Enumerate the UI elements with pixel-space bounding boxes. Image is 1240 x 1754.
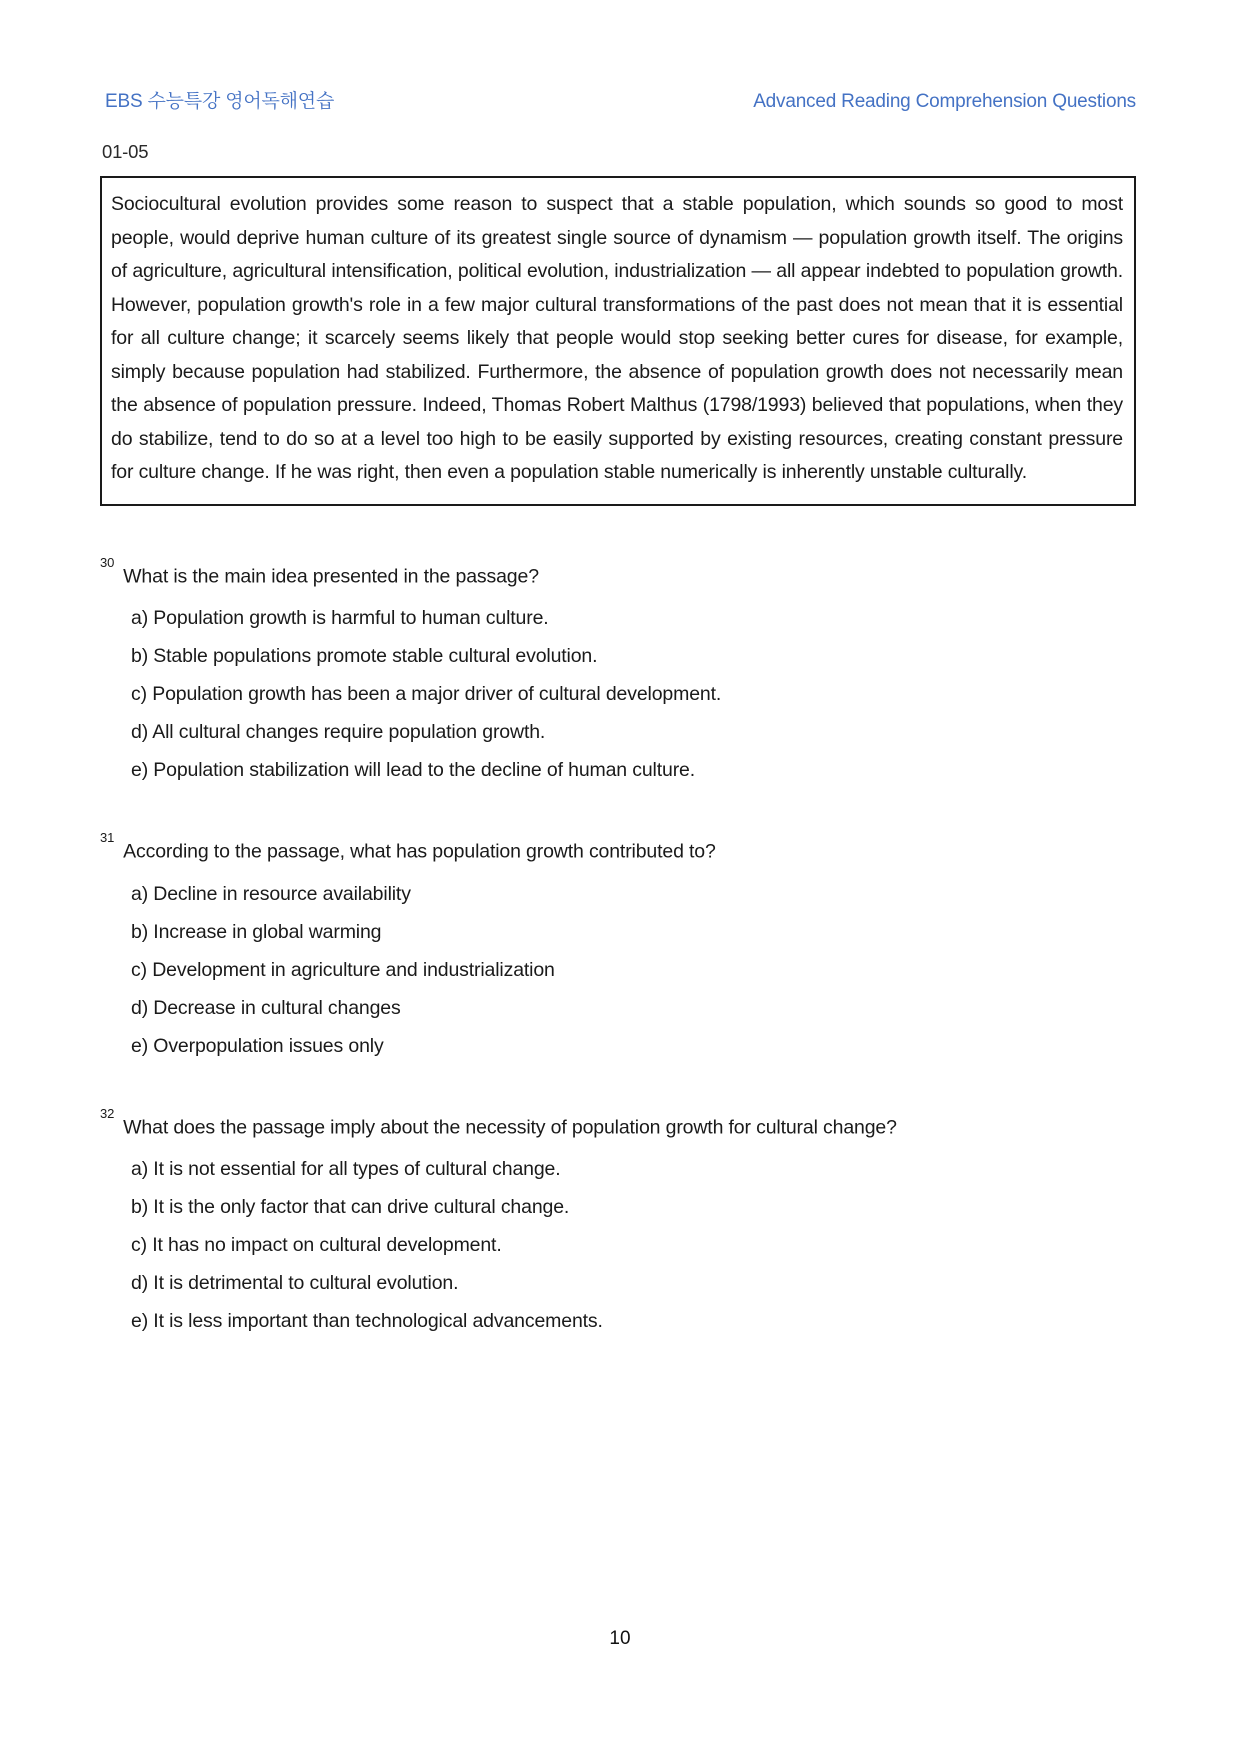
option-b: b) Increase in global warming <box>131 920 382 943</box>
question-number: 32 <box>100 1105 115 1121</box>
section-label: 01-05 <box>102 141 149 162</box>
passage-box <box>100 176 1136 506</box>
header-left-title: EBS 수능특강 영어독해연습 <box>105 91 335 112</box>
option-e: e) Population stabilization will lead to the decline of human culture. <box>131 759 696 781</box>
question-32 <box>100 1107 1136 1341</box>
option-a: a) Population growth is harmful to human culture. <box>131 607 549 629</box>
option-d: d) It is detrimental to cultural evolution. <box>131 1272 459 1294</box>
option-e: e) Overpopulation issues only <box>131 1034 384 1057</box>
question-number: 30 <box>100 554 115 570</box>
question-line <box>100 831 1136 867</box>
option-a: a) Decline in resource availability <box>131 882 411 905</box>
question-text: According to the passage, what has population growth contributed to? <box>123 840 716 863</box>
page-number: 10 <box>609 1628 631 1649</box>
question-text: What does the passage imply about the necessity of population growth for cultural change? <box>123 1116 897 1138</box>
page-header <box>100 86 1136 113</box>
question-30 <box>100 556 1136 790</box>
option-e: e) It is less important than technological advancements. <box>131 1310 603 1332</box>
question-31 <box>100 831 1136 1065</box>
option-d: d) All cultural changes require population growth. <box>131 721 546 743</box>
question-text: What is the main idea presented in the passage? <box>123 565 539 587</box>
question-line <box>100 556 1136 592</box>
option-c: c) Population growth has been a major driver of cultural development. <box>131 683 722 705</box>
option-a: a) It is not essential for all types of cultural change. <box>131 1158 561 1180</box>
header-right-title: Advanced Reading Comprehension Questions <box>753 91 1136 112</box>
option-c: c) Development in agriculture and industrialization <box>131 958 555 981</box>
question-number: 31 <box>100 830 115 845</box>
passage-text: Sociocultural evolution provides some reason to suspect that a stable population, which sounds so good to most people, would deprive human culture of its greatest single source of dynamism — population growth itself. The origins of agriculture, agricultural intensification, political evolution, industrialization — all appear indebted to population growth. However, population growth's role in a few major cultural transformations of the past does not mean that it is essential for all culture change; it scarcely seems likely that people would stop seeking better cures for disease, for example, simply because population had stabilized. Furthermore, the absence of population growth does not necessarily mean the absence of population pressure. Indeed, Thomas Robert Malthus (1798/1993) believed that populations, when they do stabilize, tend to do so at a level too high to be easily supported by existing resources, creating constant pressure for culture change. If he was right, then even a population stable numerically is inherently unstable culturally. <box>111 193 1123 483</box>
option-c: c) It has no impact on cultural development. <box>131 1234 502 1256</box>
option-d: d) Decrease in cultural changes <box>131 996 401 1019</box>
question-line <box>100 1107 1136 1143</box>
page-footer <box>0 1628 1240 1650</box>
question-list <box>100 556 1136 1341</box>
option-b: b) Stable populations promote stable cultural evolution. <box>131 645 598 667</box>
option-b: b) It is the only factor that can drive cultural change. <box>131 1196 570 1218</box>
